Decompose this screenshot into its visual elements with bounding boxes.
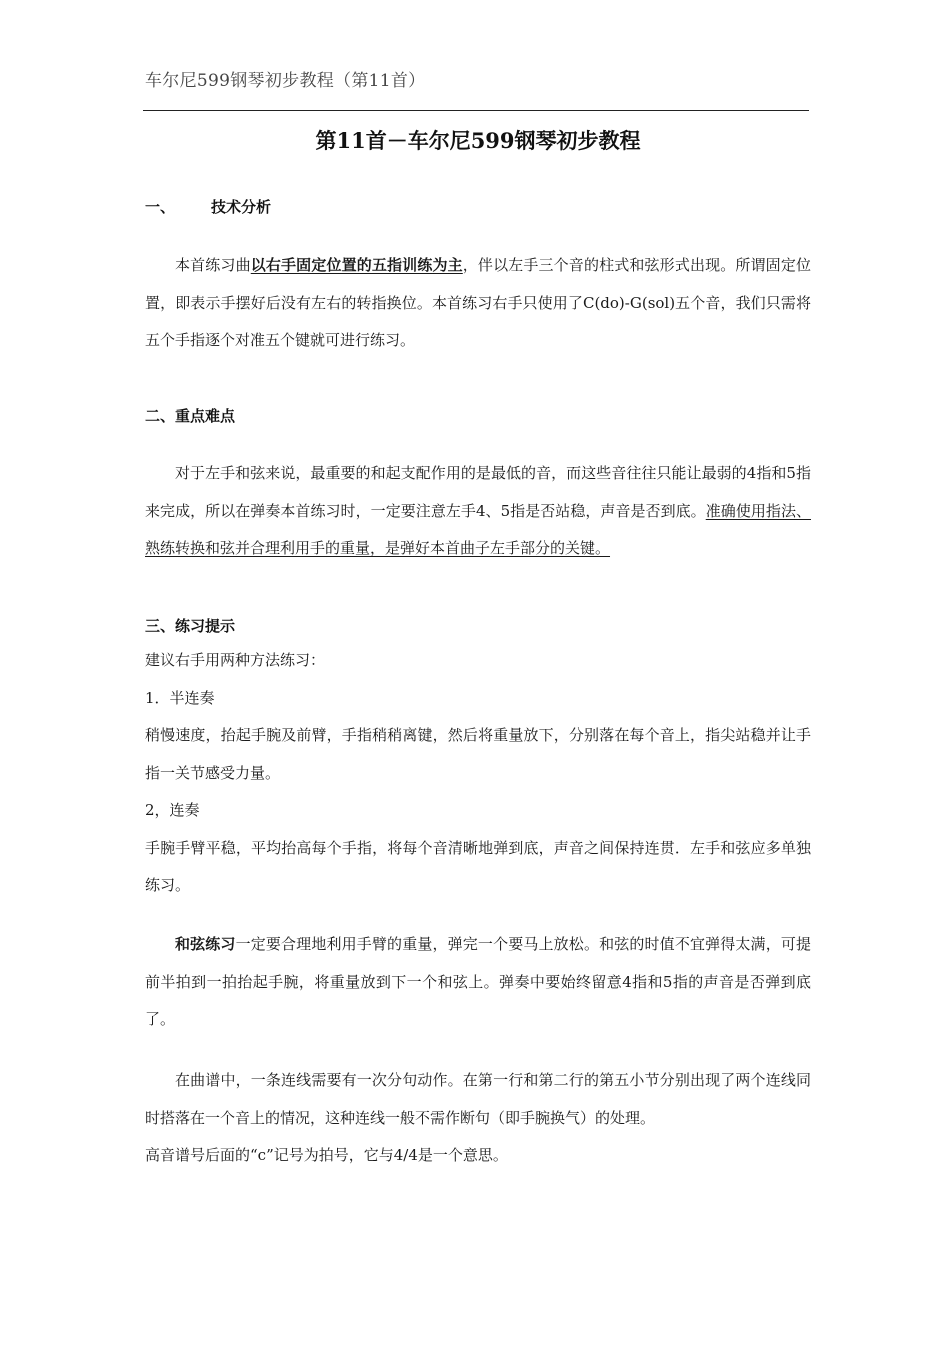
- section-2-paragraph: [145, 455, 811, 568]
- method-2-title: 2，连奏: [145, 801, 200, 819]
- paragraph-text: ，伴以左手三个音的柱式和弦形式出现。所谓固定位置，即表示手摆好后没有左右的转指换位。本首练习右手只使用了C(do)-G(sol)五个音，我们只需将五个手指逐个对准五个键就可进行练习。: [145, 256, 811, 349]
- paragraph-text: 一定要合理地利用手臂的重量，弹完一个要马上放松。和弦的时值不宜弹得太满，可提前半拍到一拍抬起手腕，将重量放到下一个和弦上。弹奏中要始终留意4指和5指的声音是否弹到底了。: [145, 935, 811, 1028]
- slur-paragraph: 在曲谱中，一条连线需要有一次分句动作。在第一行和第二行的第五小节分别出现了两个连线同时搭落在一个音上的情况，这种连线一般不需作断句（即手腕换气）的处理。: [145, 1071, 811, 1127]
- section-1-title: 技术分析: [211, 198, 272, 216]
- method-2-text: 手腕手臂平稳，平均抬高每个手指，将每个音清晰地弹到底，声音之间保持连贯．左手和弦应多单独练习。: [145, 838, 811, 894]
- chord-practice-paragraph: [145, 926, 811, 1039]
- section-3-heading: 三、练习提示: [145, 617, 236, 635]
- meter-note: 高音谱号后面的“c”记号为拍号，它与4/4是一个意思。: [145, 1146, 508, 1164]
- underlined-text: 准确使用指法、熟练转换和弦并合理利用手的重量，是弹好本首曲子左手部分的关键。: [145, 501, 811, 557]
- section-2-heading: 二、重点难点: [145, 407, 236, 425]
- running-header: 车尔尼599钢琴初步教程（第11首）: [145, 71, 426, 91]
- section-1-heading: [145, 196, 811, 217]
- section-1-number: 一、: [145, 198, 176, 216]
- section-3-body: [145, 642, 811, 905]
- paragraph-text: 本首练习曲: [175, 256, 251, 274]
- bold-term: 和弦练习: [175, 935, 236, 953]
- emphasized-text: 以右手固定位置的五指训练为主: [250, 256, 463, 274]
- paragraph-text: 对于左手和弦来说，最重要的和起支配作用的是最低的音，而这些音往往只能让最弱的4指和5指来完成，所以在弹奏本首练习时，一定要注意左手4、5指是否站稳，声音是否到底。: [145, 464, 811, 520]
- method-1-text: 稍慢速度，抬起手腕及前臂，手指稍稍离键，然后将重量放下，分别落在每个音上，指尖站稳并让手指一关节感受力量。: [145, 726, 811, 782]
- document-title: 第11首－车尔尼599钢琴初步教程: [315, 128, 641, 153]
- method-1-title: 1．半连奏: [145, 688, 215, 707]
- section-1-paragraph: [145, 247, 811, 360]
- header-divider: [143, 110, 809, 111]
- practice-intro: 建议右手用两种方法练习：: [145, 651, 326, 669]
